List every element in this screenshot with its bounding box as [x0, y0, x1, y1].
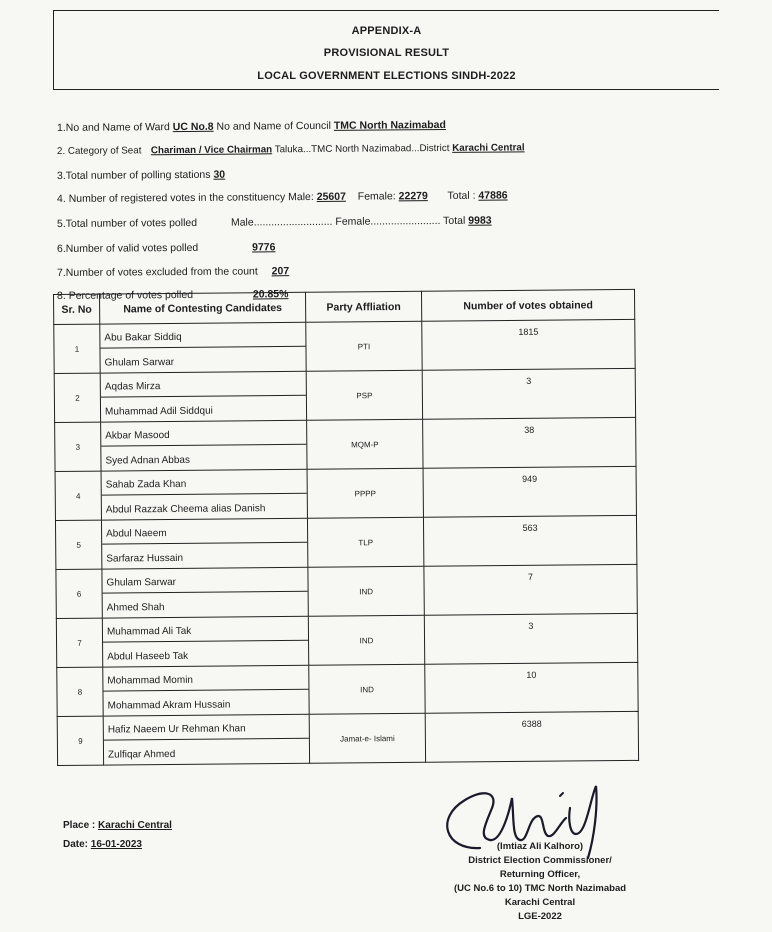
cell-votes: 3	[424, 613, 637, 664]
signatory-name: (Imtiaz Ali Kalhoro)	[496, 841, 584, 852]
table-row	[57, 662, 638, 716]
header-candidates: Name of Contesting Candidates	[100, 292, 306, 324]
place-value: Karachi Central	[98, 820, 172, 831]
cell-sr-no: 9	[57, 716, 103, 765]
cell-candidates	[103, 665, 309, 716]
header-appendix: APPENDIX-A	[351, 25, 422, 37]
cell-sr-no: 4	[55, 471, 101, 520]
cell-candidates	[100, 371, 306, 422]
candidate-vice-chairman: Ghulam Sarwar	[104, 356, 175, 369]
table-row	[55, 417, 636, 471]
table-row	[55, 515, 636, 569]
cell-votes: 38	[423, 417, 636, 468]
candidate-chairman: Ghulam Sarwar	[102, 568, 307, 594]
cell-candidates	[101, 420, 307, 471]
cell-votes: 949	[423, 466, 636, 517]
candidate-vice-chairman: Zulfiqar Ahmed	[107, 748, 176, 761]
percentage-polled-value: 20.85%	[252, 288, 289, 301]
ward-value: UC No.8	[172, 120, 214, 134]
council-value: TMC North Nazimabad	[333, 118, 446, 132]
cell-party: PPPP	[307, 468, 423, 518]
cell-party: MQM-P	[307, 419, 423, 469]
table-row	[56, 613, 637, 667]
field-valid-votes: 6.Number of valid votes polled 9776	[56, 241, 276, 255]
cell-votes: 10	[425, 662, 638, 713]
field-category-seat: 2. Category of Seat Chariman / Vice Chairman Taluka...TMC North Nazimabad...District Karachi Central	[56, 142, 525, 157]
cell-candidates	[102, 567, 308, 618]
signatory-title-5: LGE-2022	[518, 911, 562, 922]
candidate-chairman: Hafiz Naeem Ur Rehman Khan	[104, 715, 309, 741]
candidate-chairman: Akbar Masood	[101, 421, 306, 447]
candidate-vice-chairman: Ahmed Shah	[106, 602, 165, 614]
cell-party: IND	[309, 664, 425, 714]
cell-votes: 1815	[422, 319, 635, 370]
candidate-chairman: Mohammad Momin	[103, 666, 308, 692]
candidate-vice-chairman: Abdul Razzak Cheema alias Danish	[105, 503, 266, 516]
cell-party: TLP	[307, 517, 423, 567]
date-line: Date: 16-01-2023	[63, 839, 142, 850]
table-row	[55, 466, 636, 520]
candidate-chairman: Muhammad Ali Tak	[103, 617, 308, 643]
cell-candidates	[101, 518, 307, 569]
signature-block	[440, 840, 640, 924]
place-line: Place : Karachi Central	[63, 820, 172, 831]
results-table	[53, 289, 639, 766]
field-excluded-votes: 7.Number of votes excluded from the count 207	[56, 265, 290, 279]
candidate-chairman: Abdul Naeem	[102, 519, 307, 545]
field-votes-polled: 5.Total number of votes polled Male........................... Female........................ Total 9983	[56, 214, 492, 230]
seat-value: Chariman / Vice Chairman	[150, 144, 273, 157]
date-value: 16-01-2023	[90, 839, 142, 850]
table-row	[54, 319, 635, 373]
cell-sr-no: 5	[55, 520, 101, 569]
candidate-vice-chairman: Mohammad Akram Hussain	[107, 699, 231, 712]
header-votes: Number of votes obtained	[421, 289, 634, 321]
signatory-title-1: District Election Commissioner/	[468, 855, 612, 866]
polling-stations-value: 30	[213, 168, 226, 181]
registered-total-value: 47886	[478, 189, 508, 202]
cell-sr-no: 6	[56, 569, 102, 618]
field-polling-stations: 3.Total number of polling stations 30	[56, 168, 226, 182]
field-registered-votes: 4. Number of registered votes in the constituency Male: 25607 Female: 22279 Total : 47886	[56, 189, 508, 205]
cell-sr-no: 2	[54, 373, 100, 422]
cell-sr-no: 8	[57, 667, 103, 716]
candidate-chairman: Abu Bakar Siddiq	[100, 323, 305, 349]
header-provisional-result: PROVISIONAL RESULT	[323, 47, 450, 59]
table-row	[54, 368, 635, 422]
cell-votes: 563	[423, 515, 636, 566]
candidate-vice-chairman: Syed Adnan Abbas	[105, 454, 191, 467]
table-row	[57, 711, 638, 765]
district-value: Karachi Central	[452, 142, 525, 154]
candidate-chairman: Sahab Zada Khan	[102, 470, 307, 496]
registered-female-value: 22279	[398, 190, 428, 203]
cell-candidates	[101, 469, 307, 520]
header-election-title: LOCAL GOVERNMENT ELECTIONS SINDH-2022	[257, 70, 516, 82]
cell-sr-no: 7	[56, 618, 102, 667]
header-sr-no: Sr. No	[54, 294, 100, 324]
candidate-chairman: Aqdas Mirza	[101, 372, 306, 398]
candidate-vice-chairman: Abdul Haseeb Tak	[107, 650, 189, 663]
cell-candidates	[100, 322, 306, 373]
header-party: Party Affliation	[305, 291, 421, 322]
field-ward-council: 1.No and Name of Ward UC No.8 No and Name of Council TMC North Nazimabad	[56, 118, 446, 134]
cell-votes: 3	[422, 368, 635, 419]
cell-sr-no: 3	[55, 422, 101, 471]
cell-party: PSP	[306, 370, 422, 420]
valid-votes-value: 9776	[252, 241, 276, 254]
cell-party: Jamat-e- Islami	[309, 713, 425, 763]
excluded-votes-value: 207	[271, 265, 290, 278]
signatory-title-2: Returning Officer,	[499, 869, 581, 880]
signatory-title-4: Karachi Central	[504, 897, 576, 908]
signatory-title-3: (UC No.6 to 10) TMC North Nazimabad	[453, 883, 627, 894]
candidate-vice-chairman: Muhammad Adil Siddqui	[104, 405, 213, 418]
header-box	[53, 10, 719, 90]
candidate-vice-chairman: Sarfaraz Hussain	[106, 552, 184, 565]
cell-sr-no: 1	[54, 324, 100, 373]
votes-polled-total-value: 9983	[468, 214, 492, 227]
table-row	[56, 564, 637, 618]
field-percentage-polled: 8. Percentage of votes polled 20.85%	[56, 288, 289, 302]
cell-votes: 6388	[425, 711, 638, 762]
cell-candidates	[103, 714, 309, 765]
cell-party: PTI	[306, 321, 422, 371]
registered-male-value: 25607	[316, 190, 346, 203]
cell-party: IND	[308, 615, 424, 665]
cell-party: IND	[308, 566, 424, 616]
cell-votes: 7	[424, 564, 637, 615]
cell-candidates	[102, 616, 308, 667]
